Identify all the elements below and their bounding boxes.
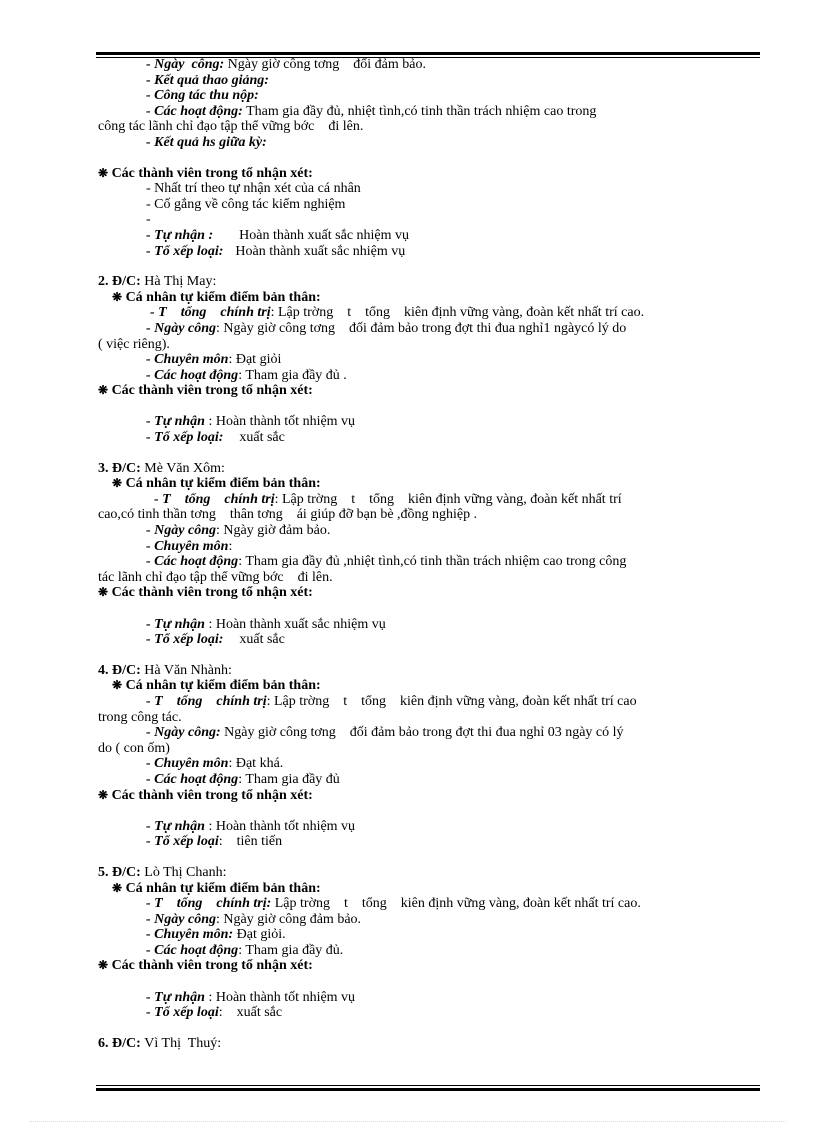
s3-heading: 3. Đ/C: Mè Văn Xôm: xyxy=(98,460,225,476)
s2-chinh-tri: - T tổng chính trị: Lập trờng t tổng kiên định vững vàng, đoàn kết nhất trí cao. xyxy=(150,305,645,321)
s3-tu-nhan: - Tự nhận : Hoàn thành xuất sắc nhiệm vụ xyxy=(146,616,386,632)
s5-chinh-tri: - T tổng chính trị: Lập trờng t tổng kiên định vững vàng, đoàn kết nhất trí cao. xyxy=(146,896,641,912)
s2-ngay-cong: - Ngày công: Ngày giờ công tơng đối đảm bảo trong đợt thi đua nghỉ1 ngàycó lý do xyxy=(146,320,627,336)
s5-self-heading: ❋ Cá nhân tự kiểm điểm bản thân: xyxy=(112,880,321,896)
s4-heading: 4. Đ/C: Hà Văn Nhành: xyxy=(98,662,232,678)
s1-xep-loai: - Tổ xếp loại: Hoàn thành xuất sắc nhiệm vụ xyxy=(146,243,406,259)
s1-hoat-dong: - Các hoạt động: Tham gia đầy đủ, nhiệt tình,có tinh thần trách nhiệm cao trong xyxy=(146,103,597,119)
bottom-border-rule xyxy=(96,1085,760,1091)
s4-tu-nhan: - Tự nhận : Hoàn thành tốt nhiệm vụ xyxy=(146,818,356,834)
s3-self-heading: ❋ Cá nhân tự kiểm điểm bản thân: xyxy=(112,476,321,492)
s1-ket-qua-hs: - Kết quả hs giữa kỳ: xyxy=(146,134,267,150)
s2-self-heading: ❋ Cá nhân tự kiểm điểm bản thân: xyxy=(112,289,321,305)
s4-ngay-cong-cont: do ( con ốm) xyxy=(98,740,170,756)
s1-comment-3: - xyxy=(146,212,151,228)
s2-ngay-cong-cont: ( việc riêng). xyxy=(98,336,170,352)
asterisk-icon: ❋ xyxy=(98,585,109,600)
s3-hoat-dong-cont: tác lãnh chỉ đạo tập thể vững bớc đi lên. xyxy=(98,569,333,585)
asterisk-icon: ❋ xyxy=(112,880,123,895)
s4-chinh-tri: - T tổng chính trị: Lập trờng t tổng kiên định vững vàng, đoàn kết nhất trí cao xyxy=(146,693,637,709)
s5-hoat-dong: - Các hoạt động: Tham gia đầy đủ. xyxy=(146,942,344,958)
s4-members-heading: ❋ Các thành viên trong tổ nhận xét: xyxy=(98,787,313,803)
s4-self-heading: ❋ Cá nhân tự kiểm điểm bản thân: xyxy=(112,678,321,694)
s3-ngay-cong: - Ngày công: Ngày giờ đảm bảo. xyxy=(146,523,331,539)
s4-chinh-tri-cont: trong công tác. xyxy=(98,709,182,725)
asterisk-icon: ❋ xyxy=(98,958,109,973)
s5-tu-nhan: - Tự nhận : Hoàn thành tốt nhiệm vụ xyxy=(146,989,356,1005)
s3-chuyen-mon: - Chuyên môn: xyxy=(146,538,233,554)
s4-ngay-cong: - Ngày công: Ngày giờ công tơng đối đảm bảo trong đợt thi đua nghỉ 03 ngày có lý xyxy=(146,725,624,741)
asterisk-icon: ❋ xyxy=(112,476,123,491)
s1-hoat-dong-cont: công tác lãnh chỉ đạo tập thể vững bớc đi lên. xyxy=(98,119,364,135)
document-body xyxy=(98,57,762,1051)
s5-chuyen-mon: - Chuyên môn: Đạt giỏi. xyxy=(146,927,286,943)
s1-members-heading: ❋ Các thành viên trong tổ nhận xét: xyxy=(98,165,313,181)
s3-chinh-tri-cont: cao,có tinh thần tơng thân tơng ái giúp đỡ bạn bè ,đồng nghiệp . xyxy=(98,507,478,523)
s4-hoat-dong: - Các hoạt động: Tham gia đầy đủ xyxy=(146,771,340,787)
s2-hoat-dong: - Các hoạt động: Tham gia đầy đủ . xyxy=(146,367,347,383)
s3-hoat-dong: - Các hoạt động: Tham gia đầy đủ ,nhiệt tình,có tinh thần trách nhiệm cao trong công xyxy=(146,554,627,570)
s2-members-heading: ❋ Các thành viên trong tổ nhận xét: xyxy=(98,383,313,399)
s1-ket-qua-thao-giang: - Kết quả thao giảng: xyxy=(146,72,269,88)
s6-heading: 6. Đ/C: Vì Thị Thuý: xyxy=(98,1035,222,1051)
s1-comment-2: - Cố gắng về công tác kiểm nghiệm xyxy=(146,196,346,212)
s3-xep-loai: - Tổ xếp loại: xuất sắc xyxy=(146,632,285,648)
page-edge-dotted-line xyxy=(30,1121,786,1122)
s2-xep-loai: - Tổ xếp loại: xuất sắc xyxy=(146,430,285,446)
s4-chuyen-mon: - Chuyên môn: Đạt khá. xyxy=(146,756,284,772)
s5-members-heading: ❋ Các thành viên trong tổ nhận xét: xyxy=(98,958,313,974)
asterisk-icon: ❋ xyxy=(98,383,109,398)
asterisk-icon: ❋ xyxy=(98,165,109,180)
s1-ngay-cong: - Ngày công: Ngày giờ công tơng đối đảm bảo. xyxy=(146,57,426,72)
s1-comment-1: - Nhất trí theo tự nhận xét của cá nhân xyxy=(146,181,361,197)
s5-ngay-cong: - Ngày công: Ngày giờ công đảm bảo. xyxy=(146,911,362,927)
s4-xep-loai: - Tổ xếp loại: tiên tiến xyxy=(146,834,283,850)
asterisk-icon: ❋ xyxy=(112,678,123,693)
s2-heading: 2. Đ/C: Hà Thị May: xyxy=(98,274,217,290)
asterisk-icon: ❋ xyxy=(98,787,109,802)
s2-tu-nhan: - Tự nhận : Hoàn thành tốt nhiệm vụ xyxy=(146,414,356,430)
s2-chuyen-mon: - Chuyên môn: Đạt giỏi xyxy=(146,352,282,368)
s1-cong-tac-thu-nop: - Công tác thu nộp: xyxy=(146,88,259,104)
s1-tu-nhan: - Tự nhận : Hoàn thành xuất sắc nhiệm vụ xyxy=(146,227,410,243)
s5-xep-loai: - Tổ xếp loại: xuất sắc xyxy=(146,1005,283,1021)
s3-chinh-tri: - T tổng chính trị: Lập trờng t tổng kiên định vững vàng, đoàn kết nhất trí xyxy=(154,491,622,507)
s3-members-heading: ❋ Các thành viên trong tổ nhận xét: xyxy=(98,585,313,601)
s5-heading: 5. Đ/C: Lò Thị Chanh: xyxy=(98,864,227,880)
asterisk-icon: ❋ xyxy=(112,289,123,304)
